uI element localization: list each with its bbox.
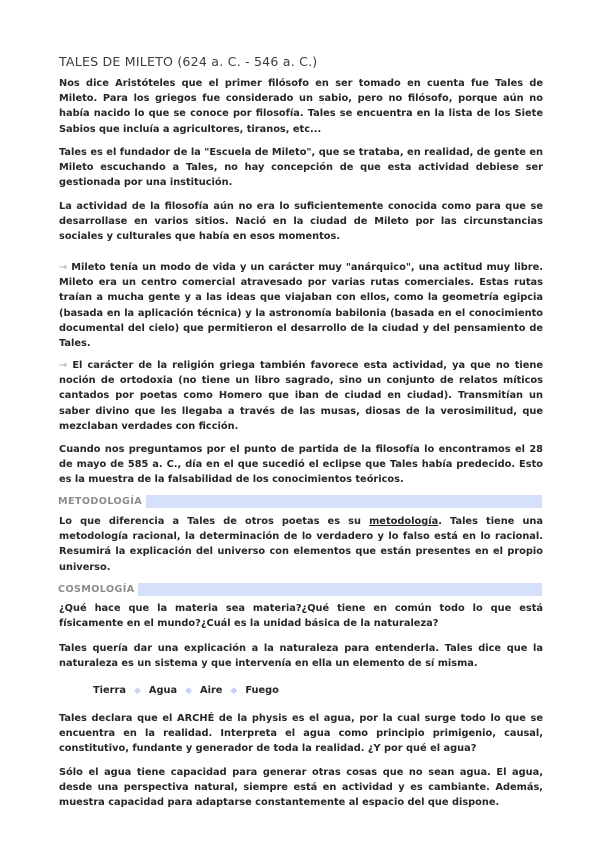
paragraph-escuela: Tales es el fundador de la "Escuela de Mileto", que se trataba, en realidad, de gente en Mileto escuchando a Tales, no hay concepción de que esta actividad debiese ser gestionada por una institución.: [59, 147, 543, 189]
paragraph-actividad: La actividad de la filosofía aún no era lo suficientemente conocida como para que se desarrollase en varios sitios. Nació en la ciudad de Mileto por las circunstancias sociales y culturales que había en esos momentos.: [59, 201, 543, 243]
section-heading-label: METODOLOGÍA: [58, 496, 146, 507]
paragraph-agua: Sólo el agua tiene capacidad para generar otras cosas que no sean agua. El agua, desde una perspectiva natural, siempre está en actividad y es cambiante. Además, muestra capacidad para adaptarse constantemente al espacio del que dispone.: [59, 767, 543, 809]
element-agua: Agua: [148, 685, 178, 696]
elements-list: [93, 684, 279, 698]
paragraph-arche: Tales declara que el ARCHÉ de la physis es el agua, por la cual surge todo lo que se encuentra en la realidad. Interpreta el agua como principio primigenio, causal, constitutivo, fundante y generador de toda la realidad. ¿Y por qué el agua?: [59, 713, 543, 755]
diamond-icon: ◆: [185, 686, 192, 696]
metodologia-text-end: . Tales tiene una metodología racional, la determinación de lo verdadero y lo falso está en lo racional. Resumirá la explicación del universo con elementos que están presentes en el propio universo.: [59, 516, 544, 573]
section-heading-label: COSMOLOGÍA: [58, 584, 139, 595]
paragraph-intro: Nos dice Aristóteles que el primer filósofo en ser tomado en cuenta fue Tales de Mileto. Para los griegos fue considerado un sabio, pero no filósofo, porque aún no había nacido lo que se conoce por filosofía. Tales se encuentra en la lista de los Siete Sabios que incluía a agricultores, tiranos, etc...: [59, 78, 543, 135]
element-aire: Aire: [200, 685, 223, 696]
paragraph-religion: [59, 358, 543, 434]
paragraph-mileto-text: Mileto tenía un modo de vida y un carácter muy "anárquico", una actitud muy libre. Mileto era un centro comercial atravesado por varias rutas comerciales. Estas rutas traían a mucha gente y a las ideas que viajaban con ellos, como la geometría egipcia (basada en la aplicación técnica) y la astronomía babilonia (basada en el conocimiento documental del cielo) que permitieron el desarrollo de la ciudad y del pensamiento de Tales.: [59, 262, 543, 350]
section-heading-bar: [146, 495, 542, 508]
arrow-icon: →: [59, 360, 68, 371]
paragraph-religion-text: El carácter de la religión griega también favorece esta actividad, ya que no tiene noción de ortodoxia (no tiene un libro sagrado, sino un conjunto de relatos míticos cantados por poetas como Homero que iban de ciudad en ciudad). Transmitían un saber divino que les llegaba a través de las musas, diosas de la verosimilitud, que mezclaban verdades con ficción.: [59, 360, 543, 432]
paragraph-eclipse: Cuando nos preguntamos por el punto de partida de la filosofía lo encontramos el 28 de mayo de 585 a. C., día en el que sucedió el eclipse que Tales había predecido. Esto es la muestra de la falsabilidad de los conocimientos teóricos.: [59, 444, 543, 486]
element-tierra: Tierra: [93, 685, 126, 696]
paragraph-questions: ¿Qué hace que la materia sea materia?¿Qué tiene en común todo lo que está físicamente en el mundo?¿Cuál es la unidad básica de la naturaleza?: [59, 603, 543, 630]
paragraph-mileto: [59, 260, 543, 351]
diamond-icon: ◆: [230, 686, 238, 696]
paragraph-metodologia: [59, 514, 543, 575]
page-title: TALES DE MILETO (624 a. C. - 546 a. C.): [59, 54, 318, 69]
metodologia-underlined-word: metodología: [369, 516, 439, 527]
section-heading-cosmologia: [58, 583, 542, 596]
section-heading-metodologia: [58, 495, 542, 508]
diamond-icon: ◆: [133, 686, 141, 696]
element-fuego: Fuego: [245, 685, 279, 696]
arrow-icon: →: [59, 262, 68, 273]
section-heading-bar: [138, 583, 542, 596]
paragraph-naturaleza: Tales quería dar una explicación a la naturaleza para entenderla. Tales dice que la naturaleza es un sistema y que intervenía en ella un elemento de sí misma.: [59, 643, 543, 670]
metodologia-text-start: Lo que diferencia a Tales de otros poetas es su: [59, 516, 370, 527]
